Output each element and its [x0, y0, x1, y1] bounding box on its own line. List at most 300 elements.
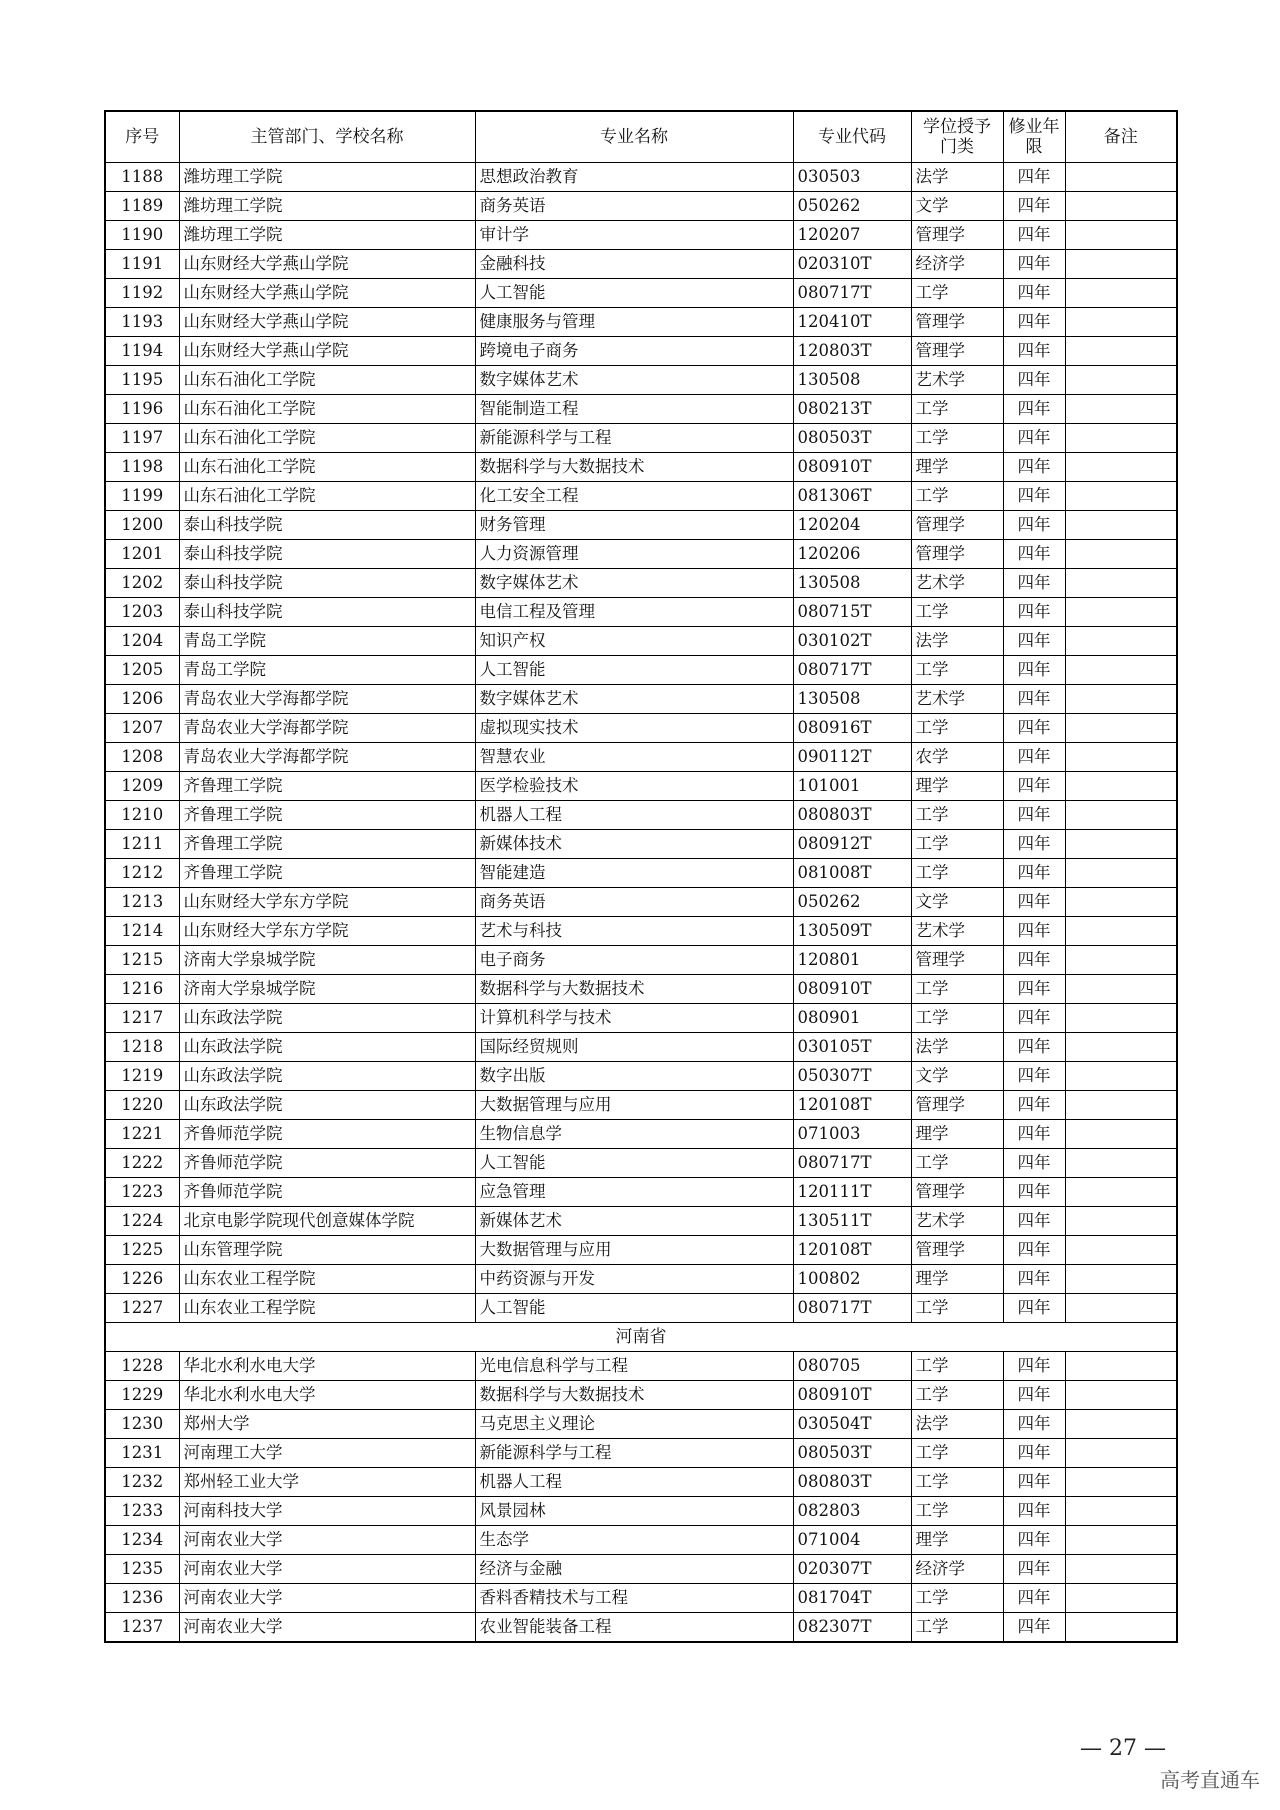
table-row: [105, 453, 1177, 482]
table-row: [105, 1149, 1177, 1178]
cell-code: 120204: [793, 511, 911, 540]
cell-duration: 四年: [1003, 598, 1065, 627]
cell-degree: 工学: [911, 1497, 1003, 1526]
cell-school: 青岛工学院: [179, 656, 475, 685]
cell-duration: 四年: [1003, 482, 1065, 511]
cell-major: 智慧农业: [475, 743, 793, 772]
cell-index: 1237: [105, 1613, 179, 1643]
cell-duration: 四年: [1003, 1468, 1065, 1497]
cell-index: 1200: [105, 511, 179, 540]
cell-index: 1214: [105, 917, 179, 946]
header-notes: 备注: [1065, 111, 1177, 163]
cell-degree: 工学: [911, 1149, 1003, 1178]
cell-school: 郑州轻工业大学: [179, 1468, 475, 1497]
cell-code: 050307T: [793, 1062, 911, 1091]
table-row: [105, 1468, 1177, 1497]
cell-code: 080910T: [793, 453, 911, 482]
section-row: [105, 1323, 1177, 1352]
cell-duration: 四年: [1003, 569, 1065, 598]
cell-index: 1192: [105, 279, 179, 308]
cell-index: 1199: [105, 482, 179, 511]
cell-school: 山东石油化工学院: [179, 395, 475, 424]
table-row: [105, 1555, 1177, 1584]
table-row: [105, 424, 1177, 453]
cell-index: 1234: [105, 1526, 179, 1555]
cell-degree: 管理学: [911, 337, 1003, 366]
cell-school: 潍坊理工学院: [179, 221, 475, 250]
cell-degree: 工学: [911, 801, 1003, 830]
cell-school: 齐鲁理工学院: [179, 801, 475, 830]
cell-duration: 四年: [1003, 1584, 1065, 1613]
cell-notes: [1065, 1178, 1177, 1207]
cell-notes: [1065, 482, 1177, 511]
cell-duration: 四年: [1003, 743, 1065, 772]
cell-major: 财务管理: [475, 511, 793, 540]
cell-index: 1193: [105, 308, 179, 337]
table-row: [105, 946, 1177, 975]
cell-school: 齐鲁理工学院: [179, 830, 475, 859]
cell-notes: [1065, 801, 1177, 830]
table-row: [105, 1497, 1177, 1526]
cell-code: 080705: [793, 1352, 911, 1381]
table-row: [105, 1062, 1177, 1091]
cell-notes: [1065, 888, 1177, 917]
cell-major: 计算机科学与技术: [475, 1004, 793, 1033]
cell-index: 1211: [105, 830, 179, 859]
cell-degree: 工学: [911, 424, 1003, 453]
cell-index: 1231: [105, 1439, 179, 1468]
cell-degree: 管理学: [911, 1091, 1003, 1120]
cell-index: 1219: [105, 1062, 179, 1091]
cell-degree: 管理学: [911, 1178, 1003, 1207]
cell-code: 080910T: [793, 1381, 911, 1410]
cell-code: 071003: [793, 1120, 911, 1149]
cell-degree: 工学: [911, 279, 1003, 308]
cell-degree: 工学: [911, 1381, 1003, 1410]
cell-index: 1236: [105, 1584, 179, 1613]
cell-duration: 四年: [1003, 424, 1065, 453]
cell-school: 齐鲁师范学院: [179, 1178, 475, 1207]
cell-major: 人工智能: [475, 656, 793, 685]
cell-major: 风景园林: [475, 1497, 793, 1526]
cell-code: 080503T: [793, 1439, 911, 1468]
cell-major: 大数据管理与应用: [475, 1091, 793, 1120]
cell-major: 机器人工程: [475, 801, 793, 830]
cell-school: 河南农业大学: [179, 1584, 475, 1613]
header-major: 专业名称: [475, 111, 793, 163]
cell-code: 080803T: [793, 1468, 911, 1497]
cell-duration: 四年: [1003, 801, 1065, 830]
cell-school: 山东政法学院: [179, 1091, 475, 1120]
cell-code: 020307T: [793, 1555, 911, 1584]
table-row: [105, 1265, 1177, 1294]
cell-major: 大数据管理与应用: [475, 1236, 793, 1265]
cell-major: 数据科学与大数据技术: [475, 975, 793, 1004]
cell-major: 农业智能装备工程: [475, 1613, 793, 1643]
cell-degree: 经济学: [911, 1555, 1003, 1584]
cell-notes: [1065, 656, 1177, 685]
cell-index: 1198: [105, 453, 179, 482]
table-row: [105, 1004, 1177, 1033]
cell-notes: [1065, 453, 1177, 482]
cell-duration: 四年: [1003, 946, 1065, 975]
cell-major: 光电信息科学与工程: [475, 1352, 793, 1381]
cell-notes: [1065, 1468, 1177, 1497]
cell-school: 泰山科技学院: [179, 569, 475, 598]
cell-code: 130509T: [793, 917, 911, 946]
cell-code: 080503T: [793, 424, 911, 453]
cell-school: 北京电影学院现代创意媒体学院: [179, 1207, 475, 1236]
table-header-row: [105, 111, 1177, 163]
cell-school: 齐鲁师范学院: [179, 1120, 475, 1149]
cell-degree: 艺术学: [911, 685, 1003, 714]
table-row: [105, 917, 1177, 946]
cell-school: 青岛农业大学海都学院: [179, 685, 475, 714]
cell-degree: 工学: [911, 598, 1003, 627]
table-row: [105, 859, 1177, 888]
cell-duration: 四年: [1003, 975, 1065, 1004]
cell-duration: 四年: [1003, 540, 1065, 569]
table-row: [105, 163, 1177, 192]
cell-index: 1209: [105, 772, 179, 801]
table-row: [105, 1120, 1177, 1149]
cell-school: 郑州大学: [179, 1410, 475, 1439]
cell-school: 山东财经大学燕山学院: [179, 250, 475, 279]
cell-duration: 四年: [1003, 714, 1065, 743]
table-row: [105, 627, 1177, 656]
cell-school: 华北水利水电大学: [179, 1381, 475, 1410]
cell-code: 130508: [793, 366, 911, 395]
cell-notes: [1065, 1091, 1177, 1120]
cell-major: 经济与金融: [475, 1555, 793, 1584]
cell-school: 济南大学泉城学院: [179, 946, 475, 975]
cell-degree: 文学: [911, 1062, 1003, 1091]
cell-notes: [1065, 1062, 1177, 1091]
cell-notes: [1065, 1439, 1177, 1468]
cell-code: 120803T: [793, 337, 911, 366]
cell-degree: 法学: [911, 627, 1003, 656]
cell-degree: 理学: [911, 1526, 1003, 1555]
cell-school: 山东政法学院: [179, 1062, 475, 1091]
cell-major: 思想政治教育: [475, 163, 793, 192]
table-row: [105, 482, 1177, 511]
cell-major: 电子商务: [475, 946, 793, 975]
cell-code: 030503: [793, 163, 911, 192]
cell-index: 1206: [105, 685, 179, 714]
table-row: [105, 1381, 1177, 1410]
cell-code: 030102T: [793, 627, 911, 656]
cell-degree: 艺术学: [911, 1207, 1003, 1236]
cell-degree: 法学: [911, 163, 1003, 192]
cell-duration: 四年: [1003, 1004, 1065, 1033]
table-row: [105, 1091, 1177, 1120]
cell-code: 100802: [793, 1265, 911, 1294]
cell-major: 新媒体艺术: [475, 1207, 793, 1236]
cell-degree: 文学: [911, 888, 1003, 917]
table-row: [105, 1613, 1177, 1643]
cell-code: 080910T: [793, 975, 911, 1004]
cell-major: 数字媒体艺术: [475, 366, 793, 395]
table-row: [105, 1207, 1177, 1236]
table-row: [105, 337, 1177, 366]
header-degree: 学位授予门类: [911, 111, 1003, 163]
cell-degree: 管理学: [911, 221, 1003, 250]
cell-index: 1189: [105, 192, 179, 221]
cell-notes: [1065, 975, 1177, 1004]
cell-code: 120801: [793, 946, 911, 975]
cell-index: 1196: [105, 395, 179, 424]
cell-degree: 工学: [911, 656, 1003, 685]
cell-duration: 四年: [1003, 917, 1065, 946]
cell-notes: [1065, 1236, 1177, 1265]
cell-index: 1213: [105, 888, 179, 917]
cell-school: 山东财经大学燕山学院: [179, 308, 475, 337]
cell-notes: [1065, 221, 1177, 250]
table-row: [105, 685, 1177, 714]
cell-degree: 工学: [911, 859, 1003, 888]
cell-school: 河南农业大学: [179, 1526, 475, 1555]
majors-table: [104, 110, 1178, 1643]
cell-major: 知识产权: [475, 627, 793, 656]
cell-major: 人工智能: [475, 279, 793, 308]
cell-major: 数据科学与大数据技术: [475, 453, 793, 482]
cell-notes: [1065, 569, 1177, 598]
cell-school: 山东财经大学燕山学院: [179, 279, 475, 308]
table-row: [105, 250, 1177, 279]
cell-school: 青岛工学院: [179, 627, 475, 656]
cell-major: 人工智能: [475, 1294, 793, 1323]
cell-notes: [1065, 714, 1177, 743]
cell-duration: 四年: [1003, 1410, 1065, 1439]
cell-duration: 四年: [1003, 830, 1065, 859]
cell-school: 山东石油化工学院: [179, 366, 475, 395]
cell-degree: 工学: [911, 975, 1003, 1004]
cell-code: 081008T: [793, 859, 911, 888]
cell-code: 120410T: [793, 308, 911, 337]
cell-code: 120207: [793, 221, 911, 250]
cell-school: 河南科技大学: [179, 1497, 475, 1526]
cell-duration: 四年: [1003, 1236, 1065, 1265]
cell-code: 080901: [793, 1004, 911, 1033]
cell-duration: 四年: [1003, 1613, 1065, 1643]
cell-notes: [1065, 1207, 1177, 1236]
cell-degree: 工学: [911, 1004, 1003, 1033]
cell-index: 1225: [105, 1236, 179, 1265]
cell-degree: 理学: [911, 1120, 1003, 1149]
table-row: [105, 1410, 1177, 1439]
cell-degree: 管理学: [911, 946, 1003, 975]
table-row: [105, 279, 1177, 308]
cell-index: 1204: [105, 627, 179, 656]
cell-degree: 管理学: [911, 308, 1003, 337]
cell-code: 080916T: [793, 714, 911, 743]
cell-school: 山东财经大学东方学院: [179, 917, 475, 946]
cell-notes: [1065, 308, 1177, 337]
cell-index: 1210: [105, 801, 179, 830]
cell-duration: 四年: [1003, 1294, 1065, 1323]
cell-school: 泰山科技学院: [179, 540, 475, 569]
cell-school: 山东农业工程学院: [179, 1265, 475, 1294]
cell-index: 1229: [105, 1381, 179, 1410]
cell-duration: 四年: [1003, 1352, 1065, 1381]
cell-notes: [1065, 279, 1177, 308]
cell-code: 081704T: [793, 1584, 911, 1613]
table-row: [105, 192, 1177, 221]
header-school: 主管部门、学校名称: [179, 111, 475, 163]
cell-degree: 管理学: [911, 511, 1003, 540]
cell-notes: [1065, 743, 1177, 772]
cell-school: 齐鲁理工学院: [179, 859, 475, 888]
cell-major: 智能制造工程: [475, 395, 793, 424]
cell-code: 101001: [793, 772, 911, 801]
cell-index: 1205: [105, 656, 179, 685]
cell-major: 人力资源管理: [475, 540, 793, 569]
cell-code: 080213T: [793, 395, 911, 424]
cell-code: 120108T: [793, 1091, 911, 1120]
cell-code: 080717T: [793, 279, 911, 308]
cell-degree: 法学: [911, 1410, 1003, 1439]
cell-index: 1195: [105, 366, 179, 395]
cell-notes: [1065, 1265, 1177, 1294]
cell-school: 河南理工大学: [179, 1439, 475, 1468]
cell-degree: 艺术学: [911, 569, 1003, 598]
cell-index: 1235: [105, 1555, 179, 1584]
cell-major: 数字媒体艺术: [475, 685, 793, 714]
cell-degree: 经济学: [911, 250, 1003, 279]
cell-code: 130508: [793, 569, 911, 598]
cell-duration: 四年: [1003, 163, 1065, 192]
cell-duration: 四年: [1003, 1265, 1065, 1294]
cell-notes: [1065, 598, 1177, 627]
cell-duration: 四年: [1003, 366, 1065, 395]
table-row: [105, 366, 1177, 395]
cell-degree: 工学: [911, 1352, 1003, 1381]
cell-school: 华北水利水电大学: [179, 1352, 475, 1381]
cell-major: 审计学: [475, 221, 793, 250]
watermark: 高考直通车: [1160, 1768, 1260, 1792]
cell-school: 青岛农业大学海都学院: [179, 743, 475, 772]
cell-degree: 工学: [911, 1294, 1003, 1323]
table-row: [105, 772, 1177, 801]
cell-school: 山东管理学院: [179, 1236, 475, 1265]
cell-major: 医学检验技术: [475, 772, 793, 801]
table-row: [105, 1033, 1177, 1062]
cell-notes: [1065, 1294, 1177, 1323]
cell-code: 082803: [793, 1497, 911, 1526]
cell-major: 应急管理: [475, 1178, 793, 1207]
cell-major: 机器人工程: [475, 1468, 793, 1497]
cell-school: 潍坊理工学院: [179, 192, 475, 221]
cell-notes: [1065, 511, 1177, 540]
cell-code: 050262: [793, 888, 911, 917]
cell-duration: 四年: [1003, 308, 1065, 337]
cell-index: 1224: [105, 1207, 179, 1236]
cell-index: 1190: [105, 221, 179, 250]
cell-degree: 工学: [911, 1584, 1003, 1613]
cell-code: 080717T: [793, 1294, 911, 1323]
cell-index: 1217: [105, 1004, 179, 1033]
cell-code: 080717T: [793, 656, 911, 685]
table-row: [105, 395, 1177, 424]
cell-duration: 四年: [1003, 453, 1065, 482]
cell-major: 新能源科学与工程: [475, 1439, 793, 1468]
cell-school: 山东石油化工学院: [179, 453, 475, 482]
cell-duration: 四年: [1003, 656, 1065, 685]
cell-code: 120111T: [793, 1178, 911, 1207]
cell-notes: [1065, 685, 1177, 714]
cell-index: 1207: [105, 714, 179, 743]
cell-notes: [1065, 424, 1177, 453]
cell-duration: 四年: [1003, 859, 1065, 888]
cell-notes: [1065, 1497, 1177, 1526]
cell-major: 人工智能: [475, 1149, 793, 1178]
cell-notes: [1065, 250, 1177, 279]
cell-duration: 四年: [1003, 1555, 1065, 1584]
cell-major: 数字出版: [475, 1062, 793, 1091]
table-body: [105, 163, 1177, 1643]
cell-degree: 艺术学: [911, 917, 1003, 946]
cell-degree: 工学: [911, 1468, 1003, 1497]
header-duration: 修业年限: [1003, 111, 1065, 163]
cell-notes: [1065, 192, 1177, 221]
table-row: [105, 1236, 1177, 1265]
cell-code: 080715T: [793, 598, 911, 627]
cell-major: 新能源科学与工程: [475, 424, 793, 453]
cell-notes: [1065, 1033, 1177, 1062]
cell-index: 1191: [105, 250, 179, 279]
cell-code: 080803T: [793, 801, 911, 830]
table-row: [105, 888, 1177, 917]
cell-notes: [1065, 830, 1177, 859]
cell-school: 山东石油化工学院: [179, 482, 475, 511]
cell-duration: 四年: [1003, 1178, 1065, 1207]
cell-degree: 工学: [911, 830, 1003, 859]
cell-degree: 理学: [911, 772, 1003, 801]
table-row: [105, 1178, 1177, 1207]
cell-duration: 四年: [1003, 337, 1065, 366]
cell-notes: [1065, 627, 1177, 656]
header-code: 专业代码: [793, 111, 911, 163]
table-row: [105, 801, 1177, 830]
cell-code: 120108T: [793, 1236, 911, 1265]
table-row: [105, 656, 1177, 685]
cell-duration: 四年: [1003, 1439, 1065, 1468]
cell-major: 艺术与科技: [475, 917, 793, 946]
cell-major: 新媒体技术: [475, 830, 793, 859]
cell-notes: [1065, 1381, 1177, 1410]
table-row: [105, 830, 1177, 859]
cell-school: 山东政法学院: [179, 1004, 475, 1033]
cell-major: 商务英语: [475, 888, 793, 917]
cell-duration: 四年: [1003, 1033, 1065, 1062]
cell-degree: 艺术学: [911, 366, 1003, 395]
cell-school: 山东政法学院: [179, 1033, 475, 1062]
cell-duration: 四年: [1003, 395, 1065, 424]
cell-code: 082307T: [793, 1613, 911, 1643]
cell-index: 1220: [105, 1091, 179, 1120]
cell-duration: 四年: [1003, 1381, 1065, 1410]
cell-degree: 理学: [911, 453, 1003, 482]
cell-major: 化工安全工程: [475, 482, 793, 511]
cell-index: 1201: [105, 540, 179, 569]
cell-code: 050262: [793, 192, 911, 221]
cell-notes: [1065, 163, 1177, 192]
cell-duration: 四年: [1003, 685, 1065, 714]
cell-index: 1223: [105, 1178, 179, 1207]
cell-degree: 文学: [911, 192, 1003, 221]
cell-index: 1188: [105, 163, 179, 192]
cell-duration: 四年: [1003, 511, 1065, 540]
